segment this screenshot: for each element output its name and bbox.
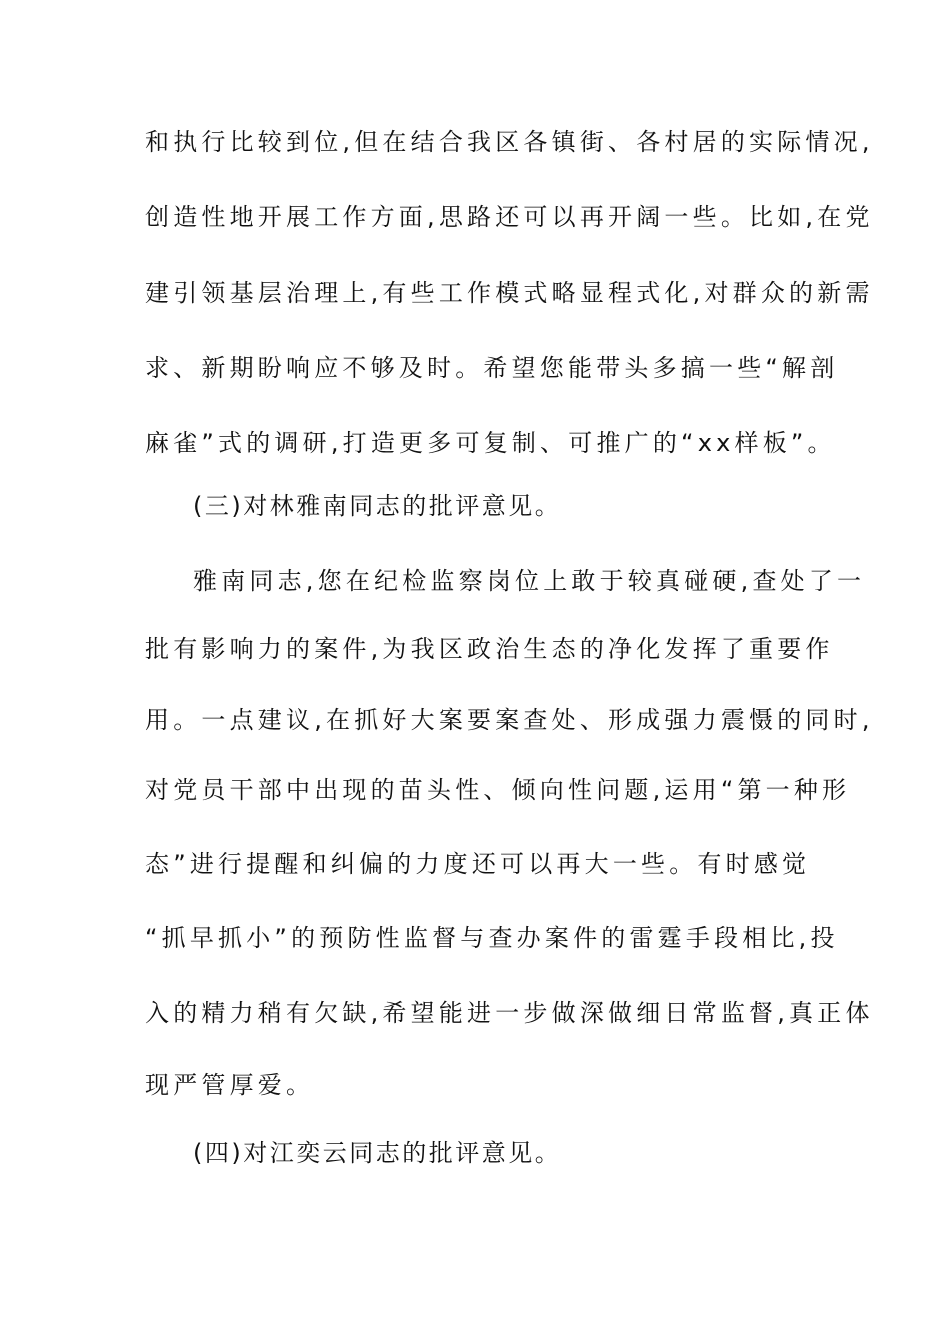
paragraph-line: 用。一点建议,在抓好大案要案查处、形成强力震慑的同时, xyxy=(145,706,874,734)
paragraph-line: 建引领基层治理上,有些工作模式略显程式化,对群众的新需 xyxy=(145,279,874,307)
paragraph-line: 现严管厚爱。 xyxy=(145,1071,315,1099)
paragraph-line: 创造性地开展工作方面,思路还可以再开阔一些。比如,在党 xyxy=(145,203,874,231)
section-heading: (四)对江奕云同志的批评意见。 xyxy=(193,1139,562,1167)
paragraph-line: 态”进行提醒和纠偏的力度还可以再大一些。有时感觉 xyxy=(145,850,811,878)
paragraph-line: 雅南同志,您在纪检监察岗位上敢于较真碰硬,查处了一 xyxy=(193,567,866,595)
paragraph-line: “抓早抓小”的预防性监督与查办案件的雷霆手段相比,投 xyxy=(145,924,839,952)
paragraph-line: 入的精力稍有欠缺,希望能进一步做深做细日常监督,真正体 xyxy=(145,999,874,1027)
paragraph-line: 批有影响力的案件,为我区政治生态的净化发挥了重要作 xyxy=(145,635,834,663)
paragraph-line: 对党员干部中出现的苗头性、倾向性问题,运用“第一种形 xyxy=(145,776,851,804)
paragraph-line: 和执行比较到位,但在结合我区各镇街、各村居的实际情况, xyxy=(145,128,874,156)
section-heading: (三)对林雅南同志的批评意见。 xyxy=(193,492,562,520)
paragraph-line: 麻雀”式的调研,打造更多可复制、可推广的“xx样板”。 xyxy=(145,429,836,457)
paragraph-line: 求、新期盼响应不够及时。希望您能带头多搞一些“解剖 xyxy=(145,354,839,382)
